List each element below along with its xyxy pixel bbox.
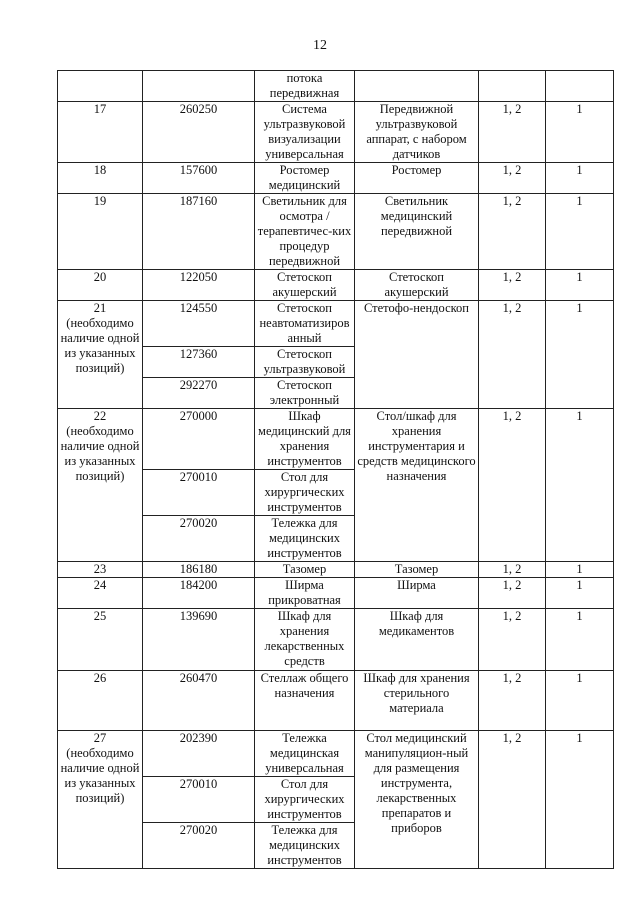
equipment-name-cell: Шкаф для хранения лекарственных средств bbox=[255, 609, 355, 671]
equipment-description-cell: Ширма bbox=[355, 578, 479, 609]
requirement-cell: 1, 2 bbox=[479, 102, 546, 163]
equipment-description-cell: Стол/шкаф для хранения инструментария и средств медицинского назначения bbox=[355, 409, 479, 562]
quantity-cell: 1 bbox=[546, 562, 614, 578]
equipment-name-cell: Стол для хирургических инструментов bbox=[255, 777, 355, 823]
equipment-table bbox=[57, 70, 614, 869]
equipment-name-cell: Светильник для осмотра /терапевтичес-ких процедур передвижной bbox=[255, 194, 355, 270]
quantity-cell: 1 bbox=[546, 609, 614, 671]
requirement-cell: 1, 2 bbox=[479, 731, 546, 869]
equipment-description-cell: Светильник медицинский передвижной bbox=[355, 194, 479, 270]
type-code-cell: 127360 bbox=[143, 347, 255, 378]
position-number-cell: 17 bbox=[58, 102, 143, 163]
position-number-cell bbox=[58, 71, 143, 102]
type-code-cell: 202390 bbox=[143, 731, 255, 777]
quantity-cell: 1 bbox=[546, 102, 614, 163]
requirement-cell: 1, 2 bbox=[479, 609, 546, 671]
type-code-cell: 270010 bbox=[143, 777, 255, 823]
quantity-cell bbox=[546, 71, 614, 102]
table-row bbox=[58, 731, 614, 777]
type-code-cell: 186180 bbox=[143, 562, 255, 578]
equipment-name-cell: Тазомер bbox=[255, 562, 355, 578]
requirement-cell: 1, 2 bbox=[479, 301, 546, 409]
position-number-cell: 23 bbox=[58, 562, 143, 578]
table-row bbox=[58, 671, 614, 731]
table-row bbox=[58, 562, 614, 578]
equipment-name-cell: Стетоскоп акушерский bbox=[255, 270, 355, 301]
equipment-description-cell: Шкаф для медикаментов bbox=[355, 609, 479, 671]
quantity-cell: 1 bbox=[546, 270, 614, 301]
position-number-cell: 20 bbox=[58, 270, 143, 301]
type-code-cell: 270020 bbox=[143, 823, 255, 869]
requirement-cell: 1, 2 bbox=[479, 671, 546, 731]
table-row bbox=[58, 301, 614, 347]
table-row bbox=[58, 194, 614, 270]
quantity-cell: 1 bbox=[546, 671, 614, 731]
type-code-cell: 270020 bbox=[143, 516, 255, 562]
position-number-cell: 26 bbox=[58, 671, 143, 731]
position-number-cell: 19 bbox=[58, 194, 143, 270]
type-code-cell: 124550 bbox=[143, 301, 255, 347]
requirement-cell: 1, 2 bbox=[479, 578, 546, 609]
equipment-table-body bbox=[58, 71, 614, 869]
type-code-cell: 292270 bbox=[143, 378, 255, 409]
position-number-cell: 27 (необходимо наличие одной из указанных позиций) bbox=[58, 731, 143, 869]
equipment-name-cell: Тележка медицинская универсальная bbox=[255, 731, 355, 777]
equipment-name-cell: Стетоскоп ультразвуковой bbox=[255, 347, 355, 378]
table-row bbox=[58, 71, 614, 102]
quantity-cell: 1 bbox=[546, 731, 614, 869]
type-code-cell: 260250 bbox=[143, 102, 255, 163]
type-code-cell: 260470 bbox=[143, 671, 255, 731]
quantity-cell: 1 bbox=[546, 301, 614, 409]
equipment-name-cell: Ростомер медицинский bbox=[255, 163, 355, 194]
equipment-name-cell: потока передвижная bbox=[255, 71, 355, 102]
equipment-description-cell bbox=[355, 71, 479, 102]
equipment-name-cell: Система ультразвуковой визуализации универсальная bbox=[255, 102, 355, 163]
position-number-cell: 21 (необходимо наличие одной из указанных позиций) bbox=[58, 301, 143, 409]
type-code-cell: 122050 bbox=[143, 270, 255, 301]
equipment-name-cell: Тележка для медицинских инструментов bbox=[255, 823, 355, 869]
equipment-description-cell: Ростомер bbox=[355, 163, 479, 194]
equipment-name-cell: Ширма прикроватная bbox=[255, 578, 355, 609]
type-code-cell: 139690 bbox=[143, 609, 255, 671]
equipment-name-cell: Тележка для медицинских инструментов bbox=[255, 516, 355, 562]
type-code-cell: 184200 bbox=[143, 578, 255, 609]
equipment-name-cell: Стетоскоп неавтоматизиров анный bbox=[255, 301, 355, 347]
equipment-name-cell: Стетоскоп электронный bbox=[255, 378, 355, 409]
equipment-description-cell: Шкаф для хранения стерильного материала bbox=[355, 671, 479, 731]
type-code-cell bbox=[143, 71, 255, 102]
table-row bbox=[58, 578, 614, 609]
type-code-cell: 270010 bbox=[143, 470, 255, 516]
position-number-cell: 25 bbox=[58, 609, 143, 671]
requirement-cell: 1, 2 bbox=[479, 194, 546, 270]
quantity-cell: 1 bbox=[546, 194, 614, 270]
type-code-cell: 187160 bbox=[143, 194, 255, 270]
page-number: 12 bbox=[313, 38, 327, 53]
table-row bbox=[58, 609, 614, 671]
equipment-name-cell: Шкаф медицинский для хранения инструментов bbox=[255, 409, 355, 470]
requirement-cell: 1, 2 bbox=[479, 270, 546, 301]
equipment-name-cell: Стол для хирургических инструментов bbox=[255, 470, 355, 516]
equipment-description-cell: Передвижной ультразвуковой аппарат, с набором датчиков bbox=[355, 102, 479, 163]
table-row bbox=[58, 409, 614, 470]
equipment-description-cell: Стол медицинский манипуляцион-ный для размещения инструмента, лекарственных препаратов и приборов bbox=[355, 731, 479, 869]
table-row bbox=[58, 163, 614, 194]
position-number-cell: 24 bbox=[58, 578, 143, 609]
requirement-cell: 1, 2 bbox=[479, 409, 546, 562]
requirement-cell: 1, 2 bbox=[479, 163, 546, 194]
table-row bbox=[58, 270, 614, 301]
equipment-description-cell: Стетофо-нендоскоп bbox=[355, 301, 479, 409]
table-row bbox=[58, 102, 614, 163]
type-code-cell: 157600 bbox=[143, 163, 255, 194]
type-code-cell: 270000 bbox=[143, 409, 255, 470]
position-number-cell: 18 bbox=[58, 163, 143, 194]
requirement-cell bbox=[479, 71, 546, 102]
quantity-cell: 1 bbox=[546, 163, 614, 194]
equipment-description-cell: Стетоскоп акушерский bbox=[355, 270, 479, 301]
equipment-name-cell: Стеллаж общего назначения bbox=[255, 671, 355, 731]
equipment-description-cell: Тазомер bbox=[355, 562, 479, 578]
quantity-cell: 1 bbox=[546, 409, 614, 562]
requirement-cell: 1, 2 bbox=[479, 562, 546, 578]
position-number-cell: 22 (необходимо наличие одной из указанных позиций) bbox=[58, 409, 143, 562]
quantity-cell: 1 bbox=[546, 578, 614, 609]
